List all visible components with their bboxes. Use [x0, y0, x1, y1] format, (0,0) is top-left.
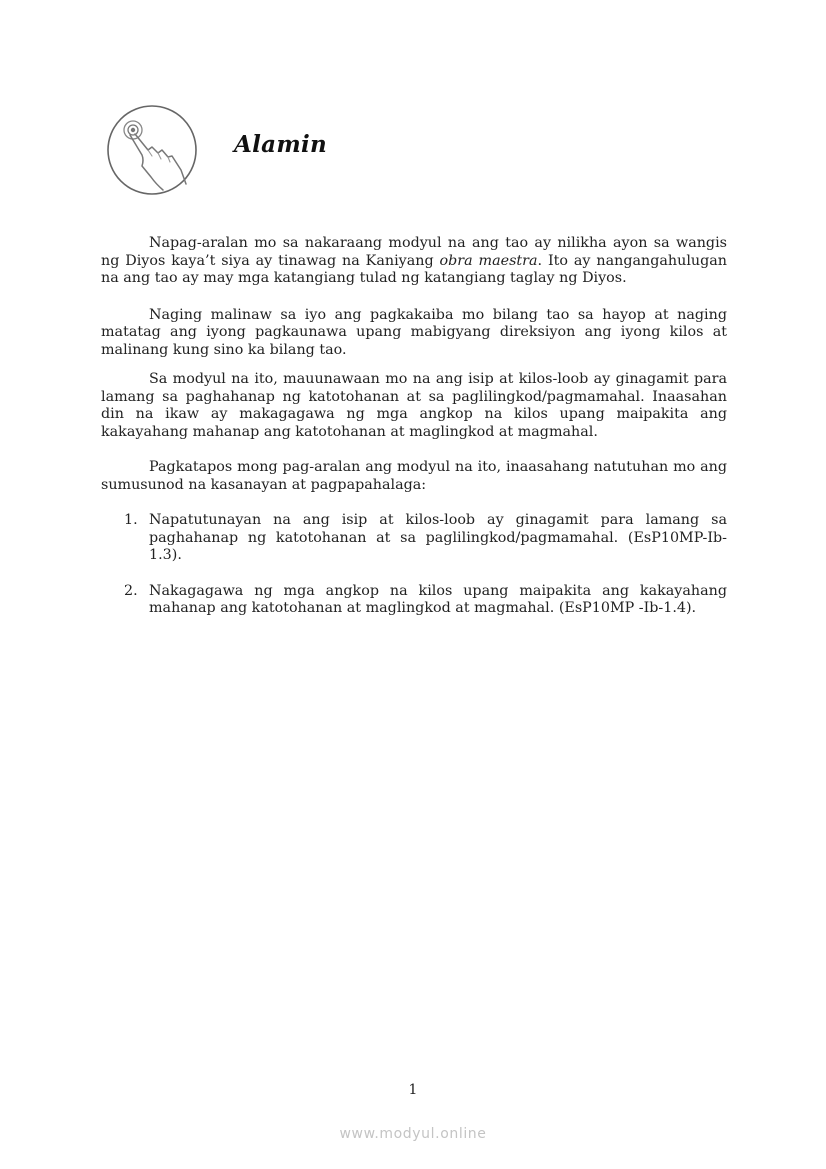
objectives-list: [101, 512, 727, 618]
objective-item: [101, 512, 727, 565]
p1-text-after: . Ito ay nangangahulugan na ang tao ay may mga katangiang tulad ng katangiang taglay ng Diyos.: [101, 252, 727, 286]
module-intro: [101, 235, 727, 618]
intro-paragraph-3: Sa modyul na ito, mauunawaan mo na ang isip at kilos-loob ay ginagamit para lamang sa paghahanap ng katotohanan at sa paglilingkod/pagmamahal. Inaasahan din na ikaw ay makagagawa ng mga angkop na kilos upang maipakita ang kakayahang mahanap ang katotohanan at maglingkod at magmahal.: [101, 371, 727, 440]
intro-paragraph-2: Naging malinaw sa iyo ang pagkakaiba mo bilang tao sa hayop at naging matatag ang iyong pagkaunawa upang mabigyang direksiyon ang iyong kilos at malinang kung sino ka bilang tao.: [101, 306, 727, 358]
objective-text: Nakagagawa ng mga angkop na kilos upang maipakita ang kakayahang mahanap ang katotohanan at maglingkod at magmahal. (EsP10MP -Ib-1.4).: [149, 582, 727, 616]
watermark: www.modyul.online: [339, 1126, 487, 1142]
section-title: Alamin: [234, 131, 328, 158]
page-number: 1: [408, 1082, 418, 1098]
objective-number: 2.: [124, 582, 138, 599]
objective-number: 1.: [124, 512, 138, 528]
hand-touch-icon: [106, 104, 198, 196]
objective-item: [101, 583, 727, 618]
p1-text-before: Napag-aralan mo sa nakaraang modyul na ang tao ay nilikha ayon sa wangis ng Diyos kaya’t siya ay tinawag na Kaniyang: [101, 235, 727, 269]
objective-text: Napatutunayan na ang isip at kilos-loob ay ginagamit para lamang sa paghahanap ng katotohanan at sa paglilingkod/pagmamahal. (EsP10MP-Ib-1.3).: [149, 512, 727, 563]
intro-paragraph-4: Pagkatapos mong pag-aralan ang modyul na ito, inaasahang natutuhan mo ang sumusunod na kasanayan at pagpapahalaga:: [101, 459, 727, 493]
p1-emphasis: obra maestra: [439, 252, 538, 269]
intro-paragraph-1: [101, 235, 727, 288]
